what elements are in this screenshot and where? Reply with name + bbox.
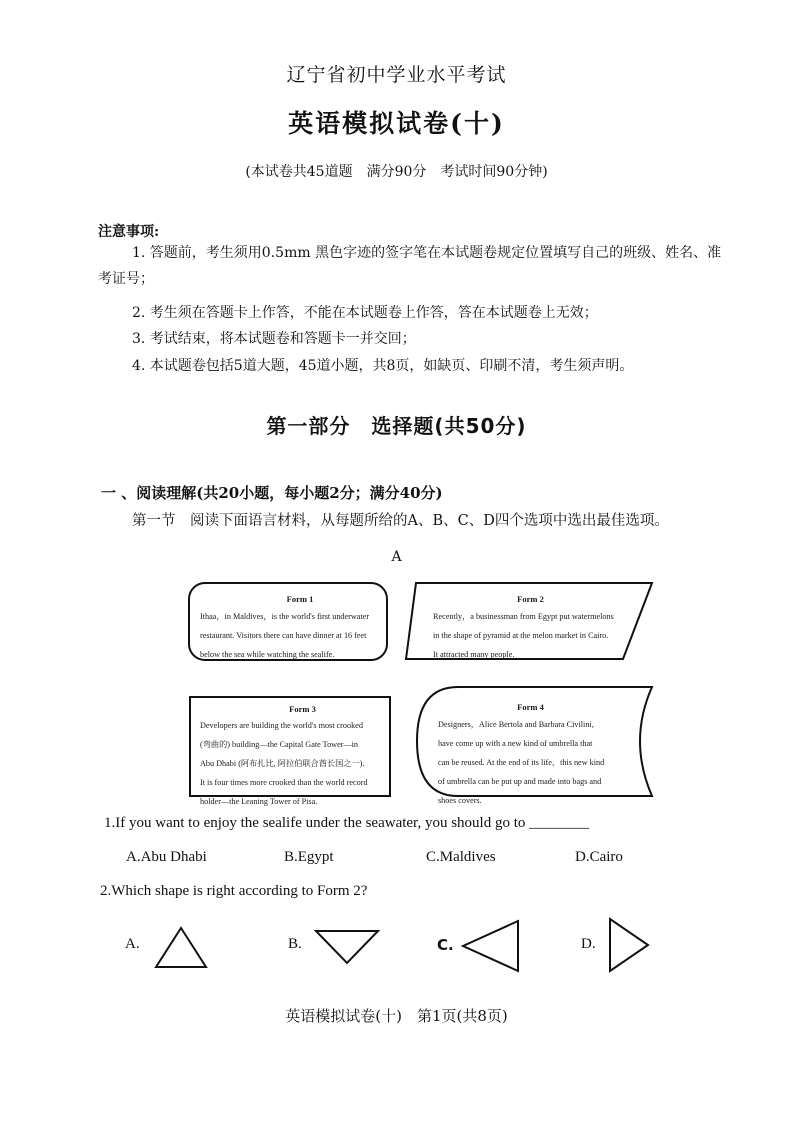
form-2-line: It attracted many people. <box>433 650 515 659</box>
q1-option-d[interactable]: D.Cairo <box>575 849 623 865</box>
question-2: 2.Which shape is right according to Form 2? <box>100 883 368 899</box>
triangle-right-icon[interactable] <box>606 915 652 975</box>
form-4-line: of umbrella can be put up and made into bags and <box>438 777 602 786</box>
q1-option-b[interactable]: B.Egypt <box>284 849 334 865</box>
part-title: 第一部分 选择题(共50分) <box>266 414 527 438</box>
form-2-line: in the shape of pyramid at the melon market in Cairo. <box>433 631 609 640</box>
province-title: 辽宁省初中学业水平考试 <box>286 64 507 86</box>
form-4-line: Designers，Alice Bertola and Barbara Civilini, <box>438 720 594 729</box>
q1-option-c[interactable]: C.Maldives <box>426 849 496 865</box>
form-3-line: Developers are building the world's most crooked <box>200 721 363 730</box>
form-1-line: restaurant. Visitors there can have dinner at 16 feet <box>200 631 367 640</box>
q2-option-c-label[interactable]: C. <box>437 936 454 954</box>
triangle-down-icon[interactable] <box>313 927 381 967</box>
form-3-line: holder—the Leaning Tower of Pisa. <box>200 797 318 806</box>
form-4-title: Form 4 <box>517 702 544 712</box>
form-1-line: below the sea while watching the sealife. <box>200 650 335 659</box>
exam-info: (本试卷共45道题 满分90分 考试时间90分钟) <box>245 164 548 180</box>
form-1-line: Ithaa，in Maldives，is the world's first underwater <box>200 612 370 621</box>
passage-label: A <box>391 549 402 565</box>
q2-option-d-label[interactable]: D. <box>581 936 596 952</box>
form-2-title: Form 2 <box>517 594 544 604</box>
notice-item-4: 4. 本试题卷包括5道大题，45道小题，共8页，如缺页、印刷不清，考生须声明。 <box>132 358 634 374</box>
form-4-line: can be reused. At the end of its life，this new kind <box>438 758 605 767</box>
form-2 <box>433 590 643 664</box>
section-title: 一 、阅读理解(共20小题，每小题2分；满分40分) <box>101 484 443 502</box>
form-4-line: shoes covers. <box>438 796 482 805</box>
notice-item-3: 3. 考试结束，将本试题卷和答题卡一并交回； <box>132 331 416 347</box>
notice-item-1: 1. 答题前，考生须用0.5mm 黑色字迹的签字笔在本试题卷规定位置填写自己的班级、姓名、准考证号； <box>98 245 722 287</box>
question-1: 1.If you want to enjoy the sealife under the seawater, you should go to ________ <box>104 815 590 831</box>
form-3-line: (弯曲的) building—the Capital Gate Tower—in <box>200 740 358 749</box>
form-3 <box>200 700 405 811</box>
triangle-up-icon[interactable] <box>152 925 210 971</box>
triangle-left-icon[interactable] <box>458 917 524 975</box>
section-instruction: 第一节 阅读下面语言材料，从每题所给的A、B、C、D四个选项中选出最佳选项。 <box>132 513 669 529</box>
form-3-title: Form 3 <box>289 704 316 714</box>
form-3-line: Abu Dhabi (阿布扎比, 阿拉伯联合酋长国之一). <box>200 759 365 768</box>
q1-option-a[interactable]: A.Abu Dhabi <box>126 849 207 865</box>
notice-title: 注意事项: <box>98 224 160 240</box>
exam-title: 英语模拟试卷(十) <box>288 109 505 138</box>
form-1 <box>200 590 400 664</box>
q2-option-b-label[interactable]: B. <box>288 936 302 952</box>
page-footer: 英语模拟试卷(十) 第1页(共8页) <box>285 1007 508 1025</box>
form-4 <box>438 698 643 810</box>
notice-item-2: 2. 考生须在答题卡上作答，不能在本试题卷上作答，答在本试题卷上无效； <box>132 305 598 321</box>
q2-option-a-label[interactable]: A. <box>125 936 140 952</box>
form-4-line: have come up with a new kind of umbrella that <box>438 739 593 748</box>
form-3-line: It is four times more crooked than the world record <box>200 778 368 787</box>
form-1-title: Form 1 <box>286 594 314 604</box>
form-2-line: Recently，a businessman from Egypt put watermelons <box>433 612 614 621</box>
